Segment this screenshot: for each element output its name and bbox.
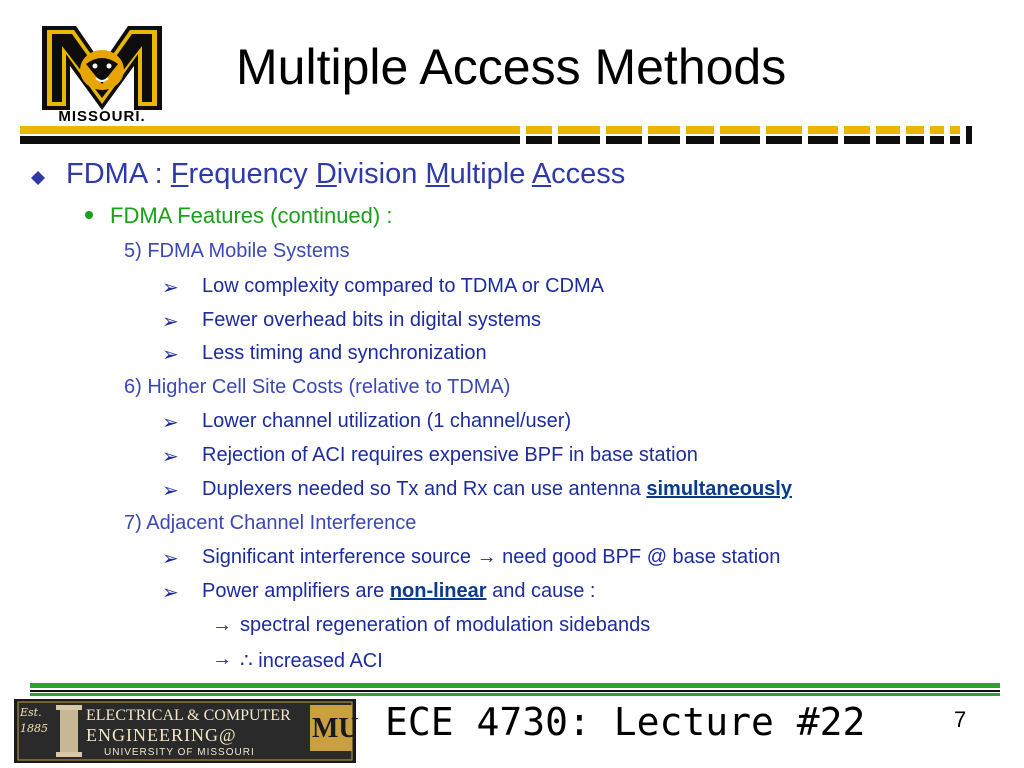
emphasis-non-linear: non-linear [389, 580, 487, 602]
list-item: Less timing and synchronization [202, 342, 487, 364]
lecture-title: ECE 4730: Lecture #22 [385, 700, 866, 744]
emphasis-simultaneously: simultaneously [646, 478, 792, 500]
logo-established: Est. 1885 [20, 706, 48, 735]
footer-divider [30, 683, 1000, 697]
slide-title: Multiple Access Methods [236, 39, 787, 95]
arrow-bullet-icon: ➢ [162, 446, 179, 468]
subheading-features: FDMA Features (continued) : [110, 203, 393, 228]
dot-bullet-icon [84, 210, 94, 220]
logo-line-2: ENGINEERING@ [86, 725, 237, 745]
section-6-title: 6) Higher Cell Site Costs (relative to TDMA) [124, 376, 511, 398]
logo-line-3: UNIVERSITY OF MISSOURI [104, 747, 255, 758]
ece-department-logo [14, 699, 359, 763]
list-item: Fewer overhead bits in digital systems [202, 309, 542, 331]
arrow-bullet-icon: ➢ [162, 344, 179, 366]
logo-wordmark: MISSOURI. [58, 108, 146, 125]
arrow-bullet-icon: ➢ [162, 582, 179, 604]
arrow-right-icon: → [212, 648, 232, 670]
header-divider [20, 124, 980, 146]
list-item: Power amplifiers are non-linear and cause : [202, 580, 596, 602]
arrow-bullet-icon: ➢ [162, 412, 179, 434]
sub-list-item: ∴ increased ACI [240, 650, 383, 672]
therefore-symbol: ∴ [240, 650, 253, 672]
logo-mu: MU [312, 713, 359, 744]
heading-fdma: FDMA : Frequency Division Multiple Access [66, 158, 626, 190]
logo-line-1: ELECTRICAL & COMPUTER [86, 707, 291, 724]
arrow-bullet-icon: ➢ [162, 548, 179, 570]
list-item: Low complexity compared to TDMA or CDMA [202, 275, 604, 297]
section-5-title: 5) FDMA Mobile Systems [124, 240, 350, 262]
arrow-right-icon: → [212, 614, 232, 636]
arrow-bullet-icon: ➢ [162, 311, 179, 333]
list-item: Significant interference source → need good BPF @ base station [202, 546, 781, 568]
section-7-title: 7) Adjacent Channel Interference [124, 512, 417, 534]
arrow-bullet-icon: ➢ [162, 277, 179, 299]
list-item: Duplexers needed so Tx and Rx can use antenna simultaneously [202, 478, 792, 500]
list-item: Rejection of ACI requires expensive BPF in base station [202, 444, 698, 466]
sub-list-item: spectral regeneration of modulation sidebands [240, 614, 651, 636]
arrow-bullet-icon: ➢ [162, 480, 179, 502]
diamond-bullet-icon [30, 170, 46, 186]
right-arrow-icon: → [476, 546, 497, 568]
page-number: 7 [954, 707, 967, 732]
list-item: Lower channel utilization (1 channel/user) [202, 410, 572, 432]
